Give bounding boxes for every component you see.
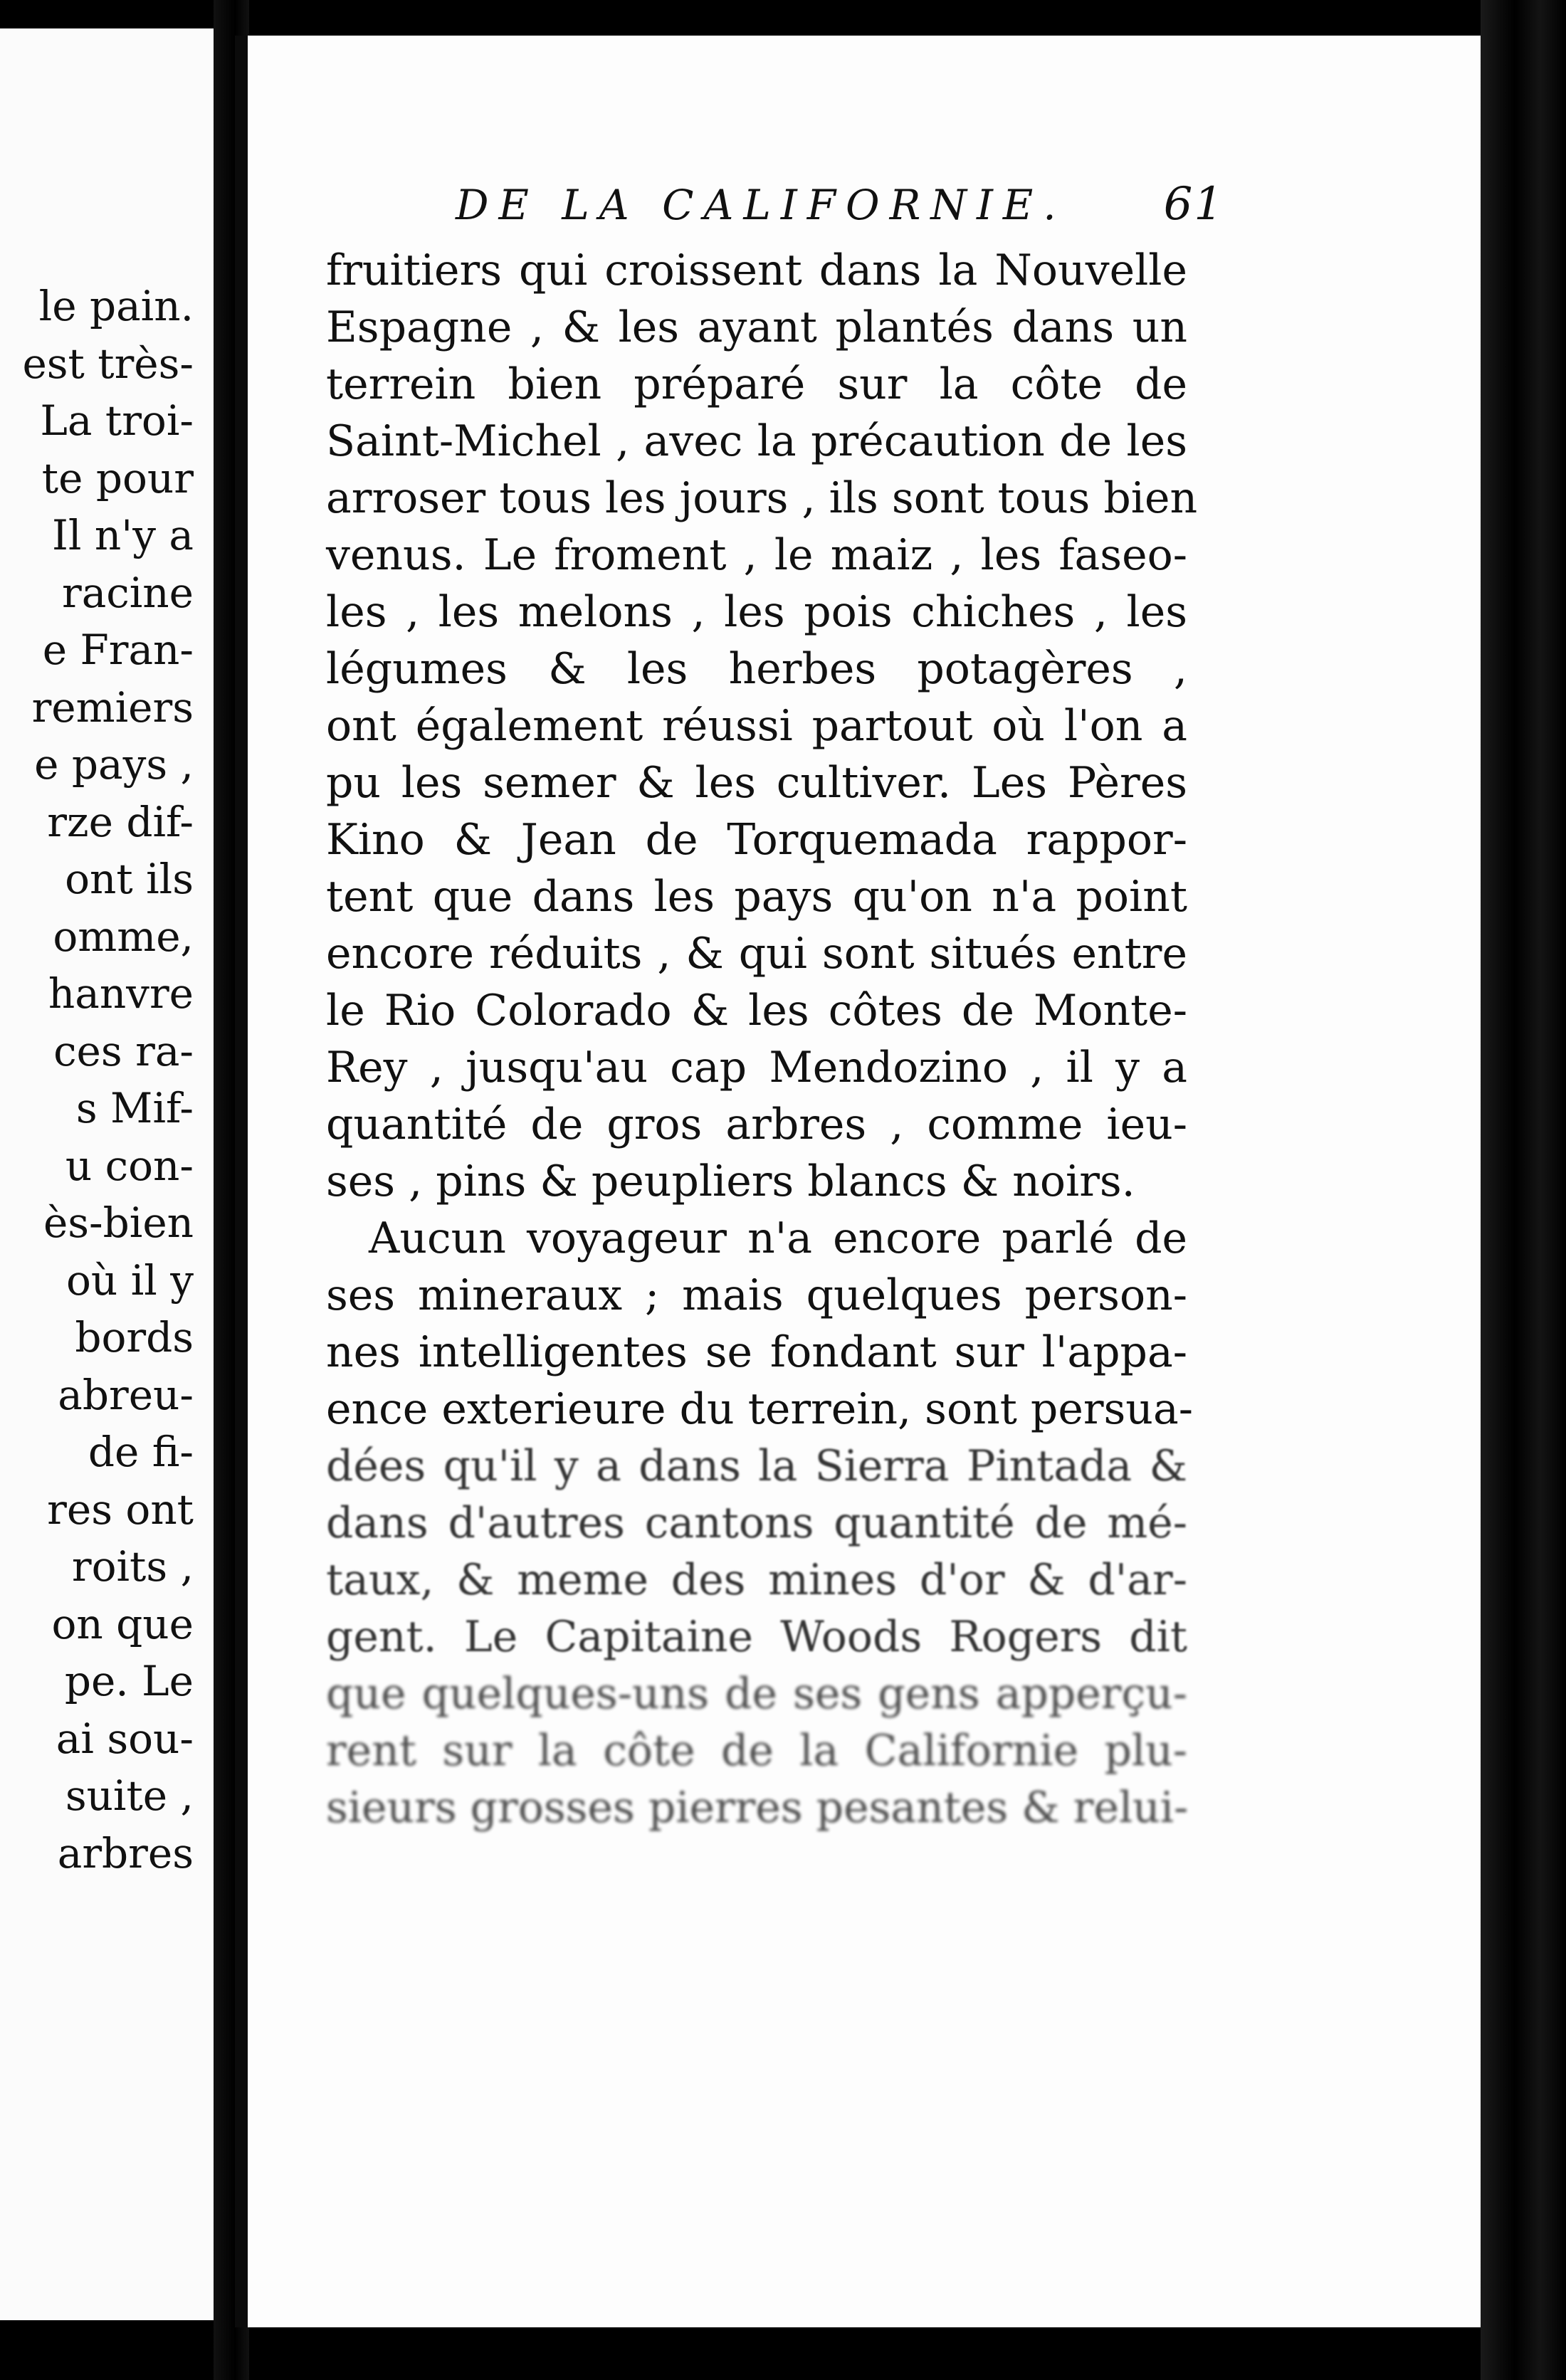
left-page-line: remiers: [31, 683, 194, 732]
text-line: terrein bien préparé sur la côte de: [326, 359, 1187, 409]
text-line: Rey , jusqu'au cap Mendozino , il y a: [326, 1043, 1187, 1092]
text-line: nes intelligentes se fondant sur l'appa-: [326, 1327, 1187, 1377]
text-line: Espagne , & les ayant plantés dans un: [326, 302, 1187, 352]
left-page-line: arbres: [57, 1828, 194, 1878]
text-line: fruitiers qui croissent dans la Nouvelle: [326, 246, 1187, 295]
left-page-line: ont ils: [65, 855, 194, 903]
left-page-line: omme,: [53, 912, 194, 961]
left-page-line: suite ,: [65, 1771, 194, 1820]
left-page-line: rze dif-: [47, 797, 194, 846]
book-edge: [1481, 0, 1566, 2380]
left-page-line: bords: [75, 1313, 194, 1362]
text-line: tent que dans les pays qu'on n'a point: [326, 872, 1187, 922]
left-page-line: ai sou-: [56, 1714, 194, 1763]
left-page-line: te pour: [41, 453, 194, 502]
left-page-line: res ont: [47, 1485, 194, 1534]
text-line: que quelques-uns de ses gens apperçu-: [326, 1669, 1187, 1719]
text-line: Aucun voyageur n'a encore parlé de: [369, 1213, 1187, 1263]
left-page-line: pe. Le: [64, 1657, 194, 1705]
text-line: venus. Le froment , le maiz , les faseo-: [326, 530, 1187, 580]
left-page-line: La troi-: [40, 396, 194, 445]
text-line: pu les semer & les cultiver. Les Pères: [326, 758, 1187, 808]
left-page-line: Il n'y a: [52, 511, 194, 559]
left-page-line: abreu-: [58, 1370, 194, 1419]
left-page-text: [9, 278, 194, 1882]
left-page-line: on que: [51, 1599, 194, 1648]
running-head: [456, 178, 1224, 231]
text-line: les , les melons , les pois chiches , les: [326, 587, 1187, 637]
text-line: sieurs grosses pierres pesantes & relui-: [326, 1783, 1189, 1833]
left-page-line: ces ra-: [53, 1026, 194, 1075]
left-page-line: racine: [61, 568, 194, 617]
left-page-line: est très-: [22, 339, 194, 388]
text-line: gent. Le Capitaine Woods Rogers dit: [326, 1612, 1187, 1662]
body-text: [326, 242, 1198, 1836]
text-line: légumes & les herbes potagères ,: [326, 644, 1187, 694]
text-line: arroser tous les jours , ils sont tous bien: [326, 473, 1198, 523]
text-line: ence exterieure du terrein, sont persua-: [326, 1384, 1193, 1434]
left-page-line: u con-: [65, 1141, 194, 1190]
left-page-line: le pain.: [38, 282, 194, 330]
text-line: dées qu'il y a dans la Sierra Pintada &: [326, 1441, 1187, 1491]
text-line: taux, & meme des mines d'or & d'ar-: [326, 1555, 1187, 1605]
left-page: [0, 28, 218, 2320]
text-line: ont également réussi partout où l'on a: [326, 701, 1187, 751]
left-page-line: e Fran-: [42, 626, 194, 674]
text-line: ses , pins & peupliers blancs & noirs.: [326, 1157, 1135, 1206]
text-line: le Rio Colorado & les côtes de Monte-: [326, 986, 1187, 1036]
running-head-title: DE LA CALIFORNIE.: [456, 181, 1066, 229]
text-line: rent sur la côte de la Californie plu-: [326, 1726, 1187, 1776]
left-page-line: où il y: [65, 1255, 194, 1305]
left-page-line: e pays ,: [34, 740, 194, 789]
text-line: dans d'autres cantons quantité de mé-: [326, 1498, 1187, 1548]
left-page-line: hanvre: [48, 969, 194, 1018]
left-page-line: s Mif-: [75, 1084, 194, 1132]
page-number: 61: [1163, 178, 1224, 231]
text-line: Saint-Michel , avec la précaution de les: [326, 416, 1187, 466]
text-line: ses mineraux ; mais quelques person-: [326, 1270, 1187, 1320]
left-page-line: roits ,: [71, 1542, 194, 1591]
left-page-line: ès-bien: [43, 1199, 194, 1247]
text-line: Kino & Jean de Torquemada rappor-: [326, 815, 1187, 865]
left-page-line: de fi-: [88, 1428, 194, 1476]
text-line: quantité de gros arbres , comme ieu-: [326, 1100, 1187, 1149]
text-line: encore réduits , & qui sont situés entre: [326, 929, 1187, 979]
